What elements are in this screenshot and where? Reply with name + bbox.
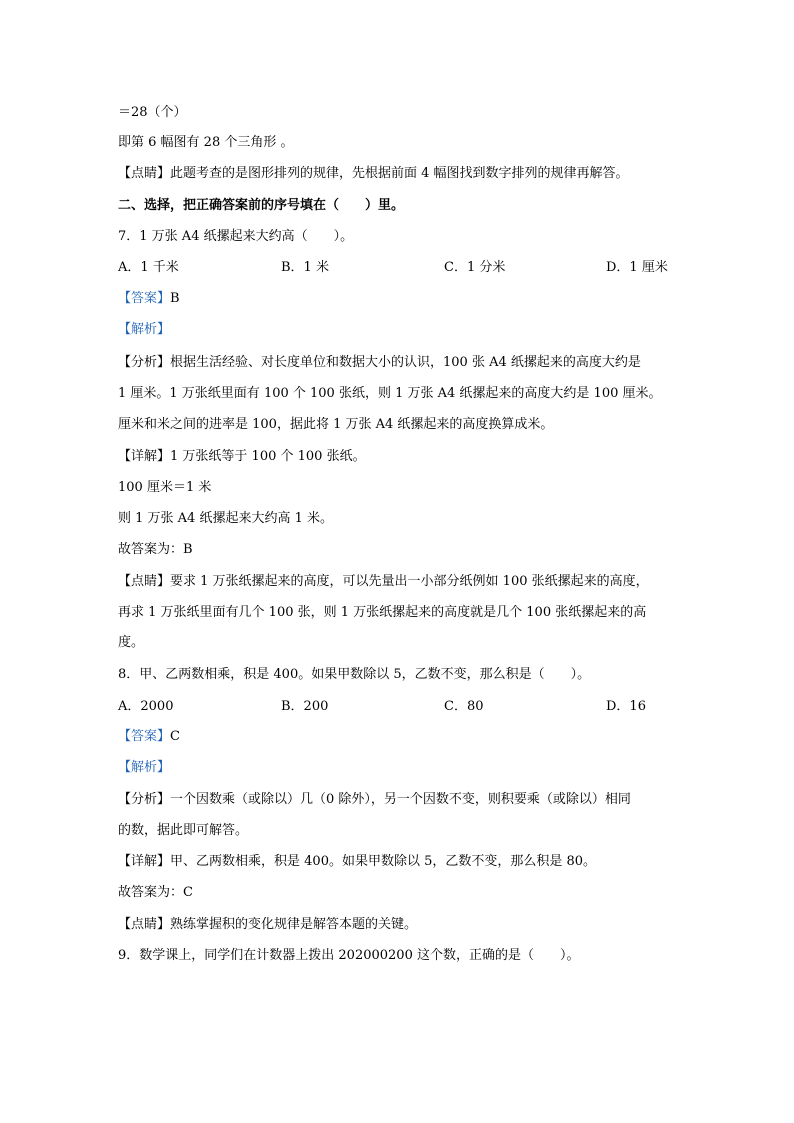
answer-tag: 【答案】 bbox=[118, 729, 171, 744]
q8-option-d: D．16 bbox=[606, 699, 646, 714]
q7-option-c: C．1 分米 bbox=[444, 260, 506, 275]
q7-option-d: D．1 厘米 bbox=[606, 260, 668, 275]
dianjing-text: 熟练掌握积的变化规律是解答本题的关键。 bbox=[170, 917, 418, 932]
q8-analysis-tag: 【解析】 bbox=[118, 760, 171, 775]
q7-xiangjie-line-2: 100 厘米＝1 米 bbox=[118, 480, 212, 495]
q7-fenxi-line-1 bbox=[118, 354, 641, 372]
fenxi-tag: 【分析】 bbox=[118, 792, 171, 807]
q8-fenxi-line-2: 的数，据此即可解答。 bbox=[118, 823, 249, 838]
answer-tag: 【答案】 bbox=[118, 291, 171, 306]
q8-option-a: A．2000 bbox=[118, 699, 174, 714]
answer-value: B bbox=[170, 291, 180, 306]
fenxi-text: 根据生活经验、对长度单位和数据大小的认识，100 张 A4 纸摞起来的高度大约是 bbox=[170, 355, 641, 370]
answer-value: C bbox=[170, 729, 180, 744]
q8-dianjing-line-1 bbox=[118, 916, 417, 934]
q7-final-answer: 故答案为：B bbox=[118, 542, 193, 557]
q8-fenxi-line-1 bbox=[118, 791, 631, 809]
q7-xiangjie-line-1 bbox=[118, 448, 366, 466]
q7-option-a: A．1 千米 bbox=[118, 260, 179, 275]
question-8-stem: 8．甲、乙两数相乘，积是 400。如果甲数除以 5，乙数不变，那么积是（ ）。 bbox=[118, 667, 591, 682]
q7-xiangjie-line-3: 则 1 万张 A4 纸摞起来大约高 1 米。 bbox=[118, 511, 333, 526]
dianjing-text: 此题考查的是图形排列的规律，先根据前面 4 幅图找到数字排列的规律再解答。 bbox=[170, 166, 629, 181]
q7-dianjing-line-3: 度。 bbox=[118, 635, 145, 650]
xiangjie-tag: 【详解】 bbox=[118, 854, 171, 869]
q7-answer-line bbox=[118, 290, 180, 308]
equation-line: ＝28（个） bbox=[118, 105, 187, 120]
dianjing-line bbox=[118, 165, 629, 183]
conclusion-line: 即第 6 幅图有 28 个三角形 。 bbox=[118, 135, 294, 150]
xiangjie-text: 甲、乙两数相乘，积是 400。如果甲数除以 5，乙数不变，那么积是 80。 bbox=[170, 854, 597, 869]
fenxi-tag: 【分析】 bbox=[118, 355, 171, 370]
q8-final-answer: 故答案为：C bbox=[118, 885, 193, 900]
q7-dianjing-line-2: 再求 1 万张纸里面有几个 100 张，则 1 万张纸摞起来的高度就是几个 100 张纸摞起来的高 bbox=[118, 605, 647, 620]
xiangjie-tag: 【详解】 bbox=[118, 449, 171, 464]
section-title: 二、选择，把正确答案前的序号填在（ ）里。 bbox=[118, 198, 405, 213]
dianjing-text: 要求 1 万张纸摞起来的高度，可以先量出一小部分纸例如 100 张纸摞起来的高度， bbox=[170, 574, 649, 589]
dianjing-tag: 【点睛】 bbox=[118, 166, 171, 181]
q8-option-c: C．80 bbox=[444, 699, 484, 714]
xiangjie-text: 1 万张纸等于 100 个 100 张纸。 bbox=[170, 449, 366, 464]
q7-option-b: B．1 米 bbox=[281, 260, 329, 275]
dianjing-tag: 【点睛】 bbox=[118, 574, 171, 589]
dianjing-tag: 【点睛】 bbox=[118, 917, 171, 932]
question-7-stem: 7．1 万张 A4 纸摞起来大约高（ ）。 bbox=[118, 229, 354, 244]
question-9-stem: 9．数学课上，同学们在计数器上拨出 202000200 这个数，正确的是（ ）。 bbox=[118, 948, 580, 963]
q8-answer-line bbox=[118, 728, 180, 746]
q7-fenxi-line-3: 厘米和米之间的进率是 100，据此将 1 万张 A4 纸摞起来的高度换算成米。 bbox=[118, 417, 554, 432]
q7-dianjing-line-1 bbox=[118, 573, 649, 591]
q8-xiangjie-line-1 bbox=[118, 853, 596, 871]
q7-analysis-tag: 【解析】 bbox=[118, 322, 171, 337]
q8-option-b: B．200 bbox=[281, 699, 329, 714]
fenxi-text: 一个因数乘（或除以）几（0 除外），另一个因数不变，则积要乘（或除以）相同 bbox=[170, 792, 631, 807]
q7-fenxi-line-2: 1 厘米。1 万张纸里面有 100 个 100 张纸，则 1 万张 A4 纸摞起来的高度大约是 100 厘米。 bbox=[118, 386, 662, 401]
